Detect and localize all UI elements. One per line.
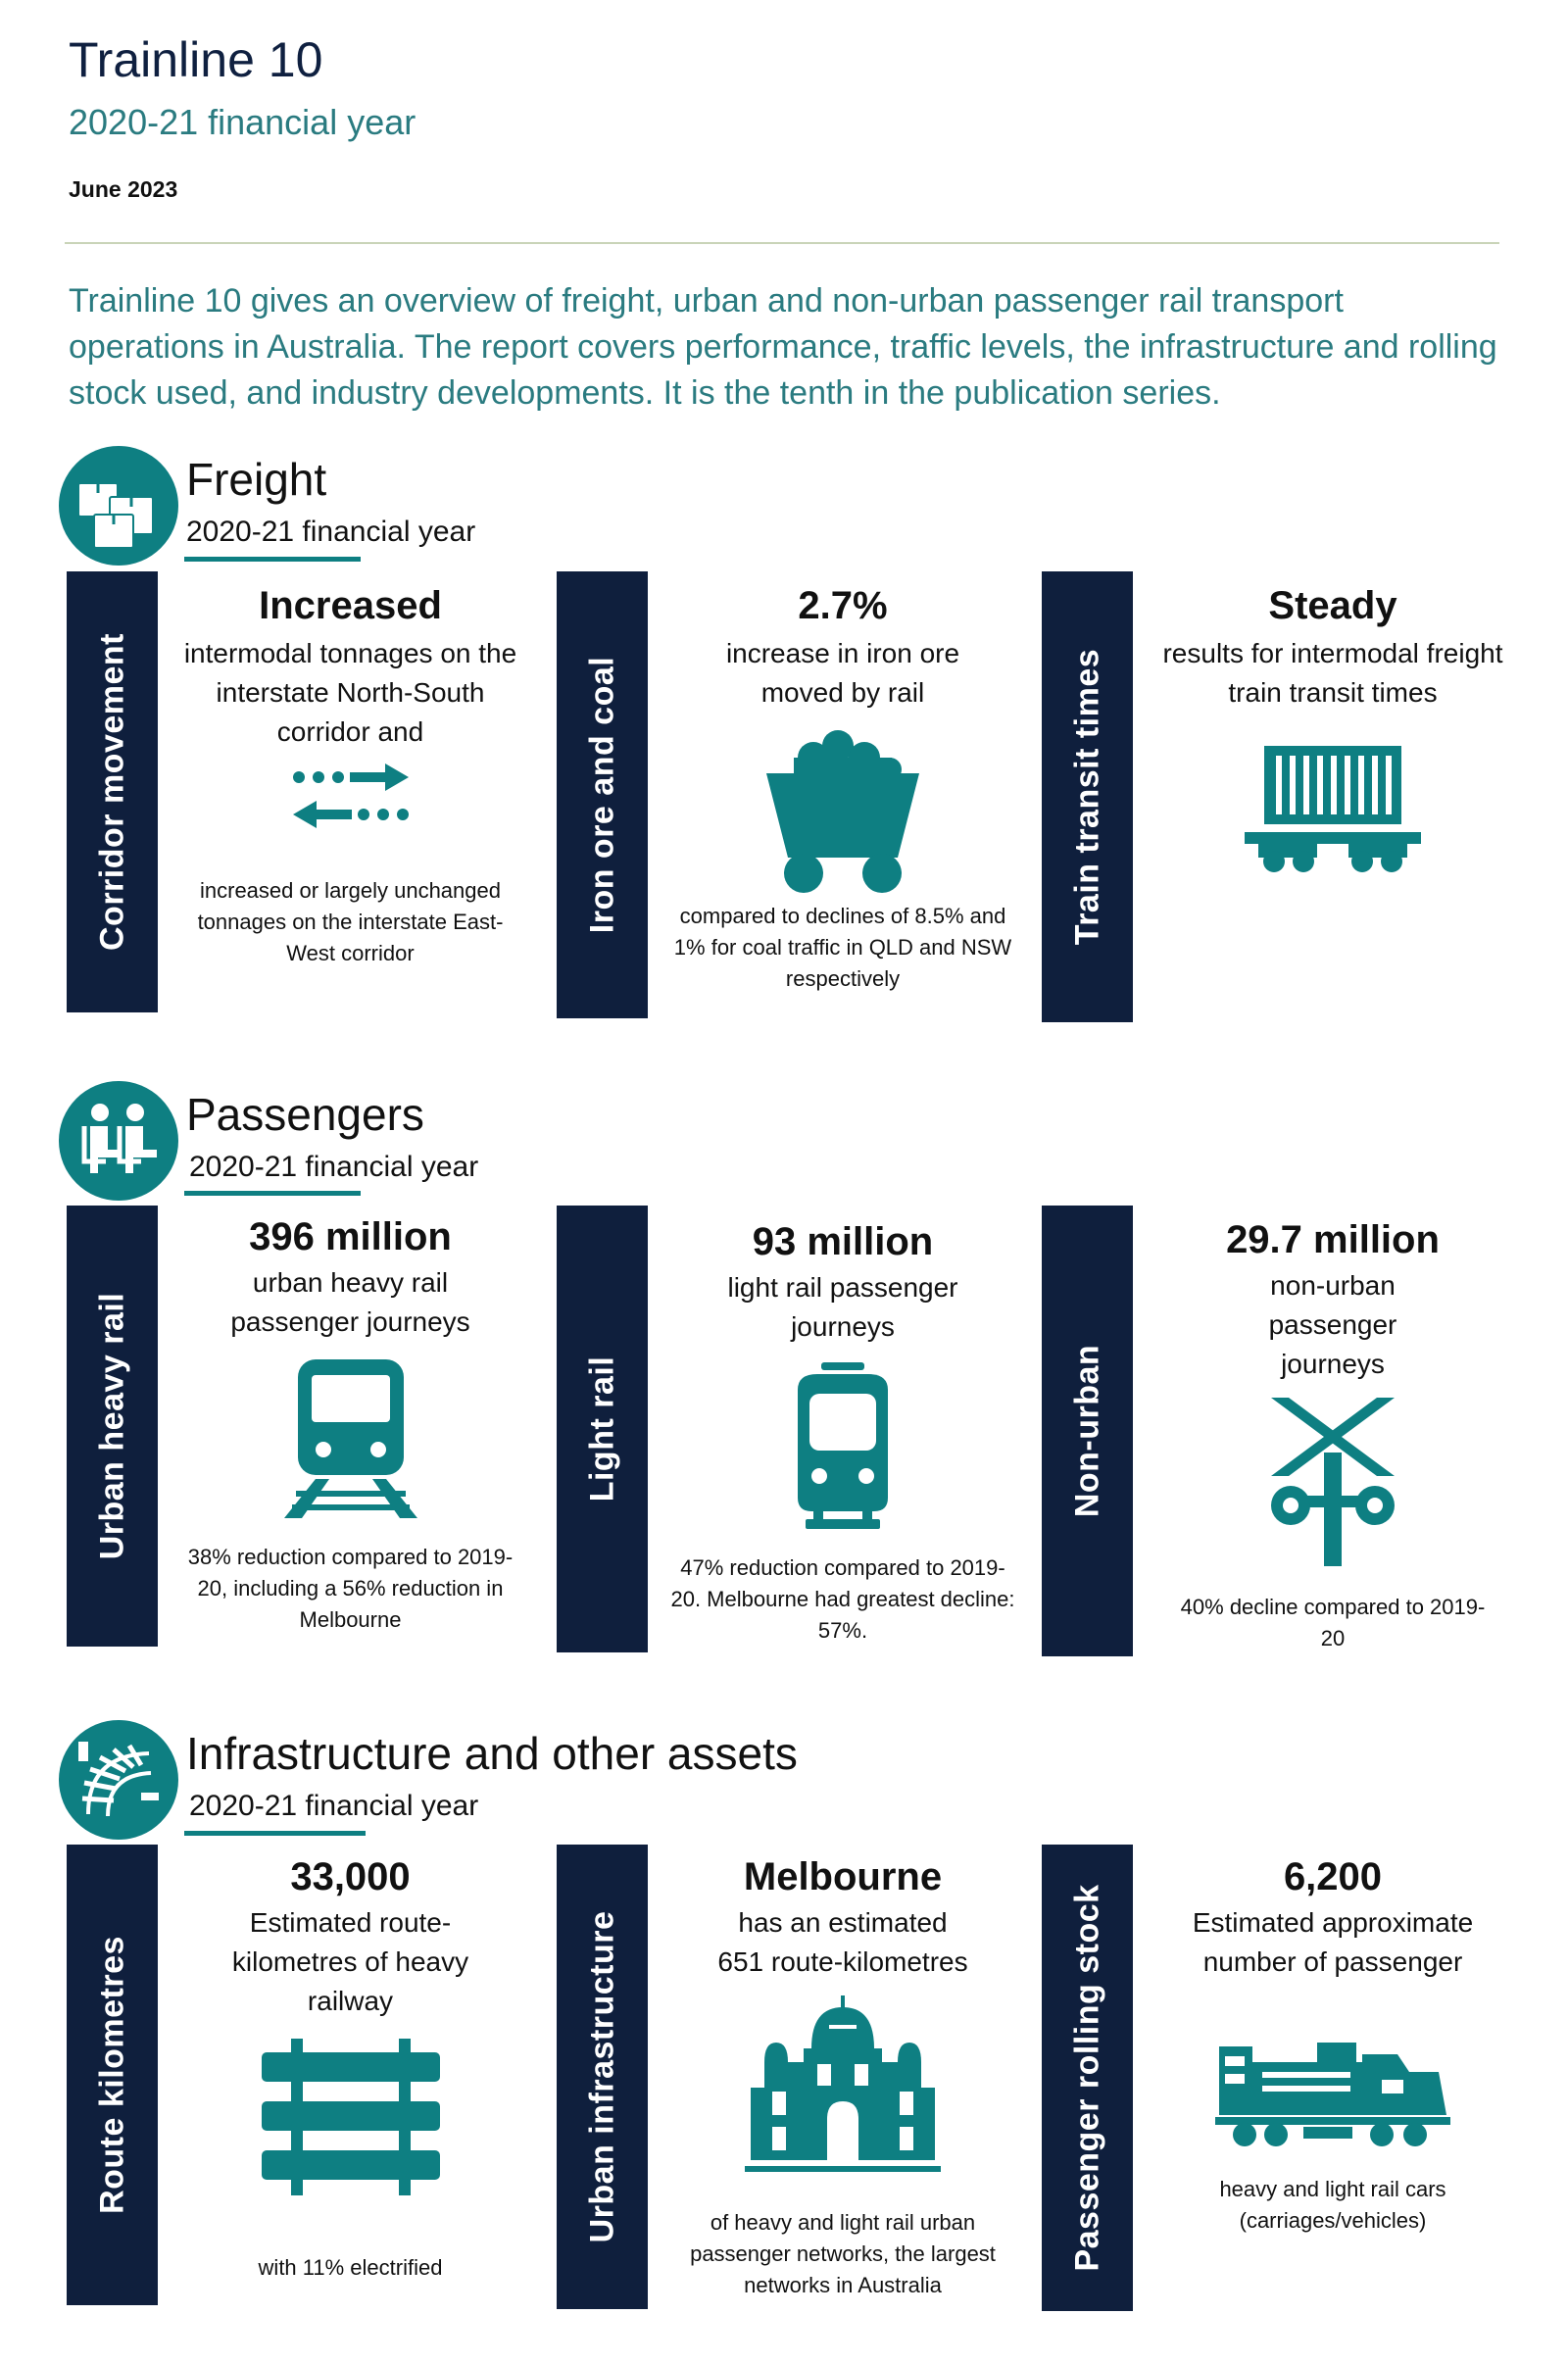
passengers-underline bbox=[184, 1191, 361, 1196]
bar-light-rail: Light rail bbox=[557, 1206, 648, 1652]
rail-track-icon bbox=[59, 1720, 178, 1840]
rolling-stock-panel bbox=[1156, 1855, 1509, 2237]
corridor-panel bbox=[176, 584, 524, 969]
infrastructure-period: 2020-21 financial year bbox=[189, 1790, 479, 1822]
light-rail-headline: 93 million bbox=[752, 1220, 934, 1263]
urban-infra-headline: Melbourne bbox=[743, 1855, 943, 1898]
transit-headline: Steady bbox=[1268, 584, 1397, 627]
arrows-icon bbox=[287, 762, 415, 830]
bar-urban-infrastructure: Urban infrastructure bbox=[557, 1845, 648, 2309]
urban-heavy-panel bbox=[176, 1215, 524, 1636]
train-icon bbox=[272, 1355, 429, 1522]
bar-iron-ore-coal: Iron ore and coal bbox=[557, 571, 648, 1018]
tram-icon bbox=[784, 1360, 902, 1537]
locomotive-icon bbox=[1215, 2033, 1450, 2150]
rolling-stock-desc: Estimated approximate number of passenger bbox=[1192, 1907, 1474, 1977]
urban-heavy-desc: urban heavy rail passenger journeys bbox=[230, 1267, 470, 1337]
intro-paragraph: Trainline 10 gives an overview of freight, urban and non-urban passenger rail transport operations in Australia. The report covers performance, traffic levels, the infrastructure and rolling stock used, and industry developments. It is the tenth in the publication series. bbox=[69, 282, 1497, 412]
non-urban-note: 40% decline compared to 2019-20 bbox=[1180, 1595, 1486, 1650]
urban-heavy-note: 38% reduction compared to 2019-20, including a 56% reduction in Melbourne bbox=[187, 1545, 514, 1632]
freight-title: Freight bbox=[186, 454, 327, 505]
route-km-headline: 33,000 bbox=[290, 1855, 411, 1898]
iron-ore-desc: increase in iron ore moved by rail bbox=[725, 638, 960, 708]
freight-period: 2020-21 financial year bbox=[186, 516, 476, 548]
urban-infra-note: of heavy and light rail urban passenger networks, the largest networks in Australia bbox=[690, 2210, 996, 2297]
publication-date: June 2023 bbox=[69, 176, 178, 202]
route-km-desc: Estimated route-kilometres of heavy railway bbox=[231, 1907, 469, 2016]
light-rail-panel bbox=[666, 1220, 1019, 1647]
level-crossing-icon bbox=[1259, 1394, 1406, 1570]
transit-panel bbox=[1156, 584, 1509, 879]
corridor-note: increased or largely unchanged tonnages on the interstate East-West corridor bbox=[197, 878, 504, 965]
non-urban-panel bbox=[1156, 1218, 1509, 1654]
light-rail-note: 47% reduction compared to 2019-20. Melbourne had greatest decline: 57%. bbox=[670, 1555, 1015, 1643]
transit-desc: results for intermodal freight train transit times bbox=[1162, 638, 1503, 708]
sleepers-icon bbox=[258, 2039, 444, 2195]
container-wagon-icon bbox=[1245, 742, 1421, 879]
iron-ore-note: compared to declines of 8.5% and 1% for coal traffic in QLD and NSW respectively bbox=[673, 904, 1012, 991]
passengers-title: Passengers bbox=[186, 1089, 424, 1140]
corridor-headline: Increased bbox=[259, 584, 442, 627]
non-urban-desc: non-urban passenger journeys bbox=[1268, 1270, 1397, 1379]
page-title: Trainline 10 bbox=[69, 32, 323, 87]
bar-passenger-rolling-stock: Passenger rolling stock bbox=[1042, 1845, 1133, 2311]
ore-wagon-icon bbox=[755, 728, 931, 895]
passengers-period: 2020-21 financial year bbox=[189, 1151, 479, 1183]
boxes-icon bbox=[59, 446, 178, 566]
bar-route-kilometres: Route kilometres bbox=[67, 1845, 158, 2305]
route-km-note: with 11% electrified bbox=[258, 2255, 443, 2280]
page-subtitle: 2020-21 financial year bbox=[69, 102, 416, 142]
divider bbox=[65, 242, 1499, 244]
bar-non-urban: Non-urban bbox=[1042, 1206, 1133, 1656]
urban-heavy-headline: 396 million bbox=[249, 1215, 452, 1258]
route-km-panel bbox=[176, 1855, 524, 2284]
urban-infra-panel bbox=[666, 1855, 1019, 2301]
bar-corridor-movement: Corridor movement bbox=[67, 571, 158, 1012]
bar-train-transit-times: Train transit times bbox=[1042, 571, 1133, 1022]
freight-underline bbox=[184, 557, 361, 562]
non-urban-headline: 29.7 million bbox=[1226, 1218, 1440, 1261]
iron-ore-headline: 2.7% bbox=[798, 584, 888, 627]
urban-infra-desc: has an estimated 651 route-kilometres bbox=[717, 1907, 968, 1977]
iron-ore-panel bbox=[666, 584, 1019, 995]
corridor-desc: intermodal tonnages on the interstate North-South corridor and bbox=[183, 638, 517, 747]
seated-passengers-icon bbox=[59, 1081, 178, 1201]
bar-urban-heavy-rail: Urban heavy rail bbox=[67, 1206, 158, 1647]
infrastructure-underline bbox=[184, 1831, 366, 1836]
rolling-stock-headline: 6,200 bbox=[1283, 1855, 1383, 1898]
rolling-stock-note: heavy and light rail cars (carriages/vehicles) bbox=[1219, 2177, 1446, 2233]
light-rail-desc: light rail passenger journeys bbox=[727, 1272, 958, 1342]
station-building-icon bbox=[745, 1994, 941, 2180]
infrastructure-title: Infrastructure and other assets bbox=[186, 1728, 798, 1779]
